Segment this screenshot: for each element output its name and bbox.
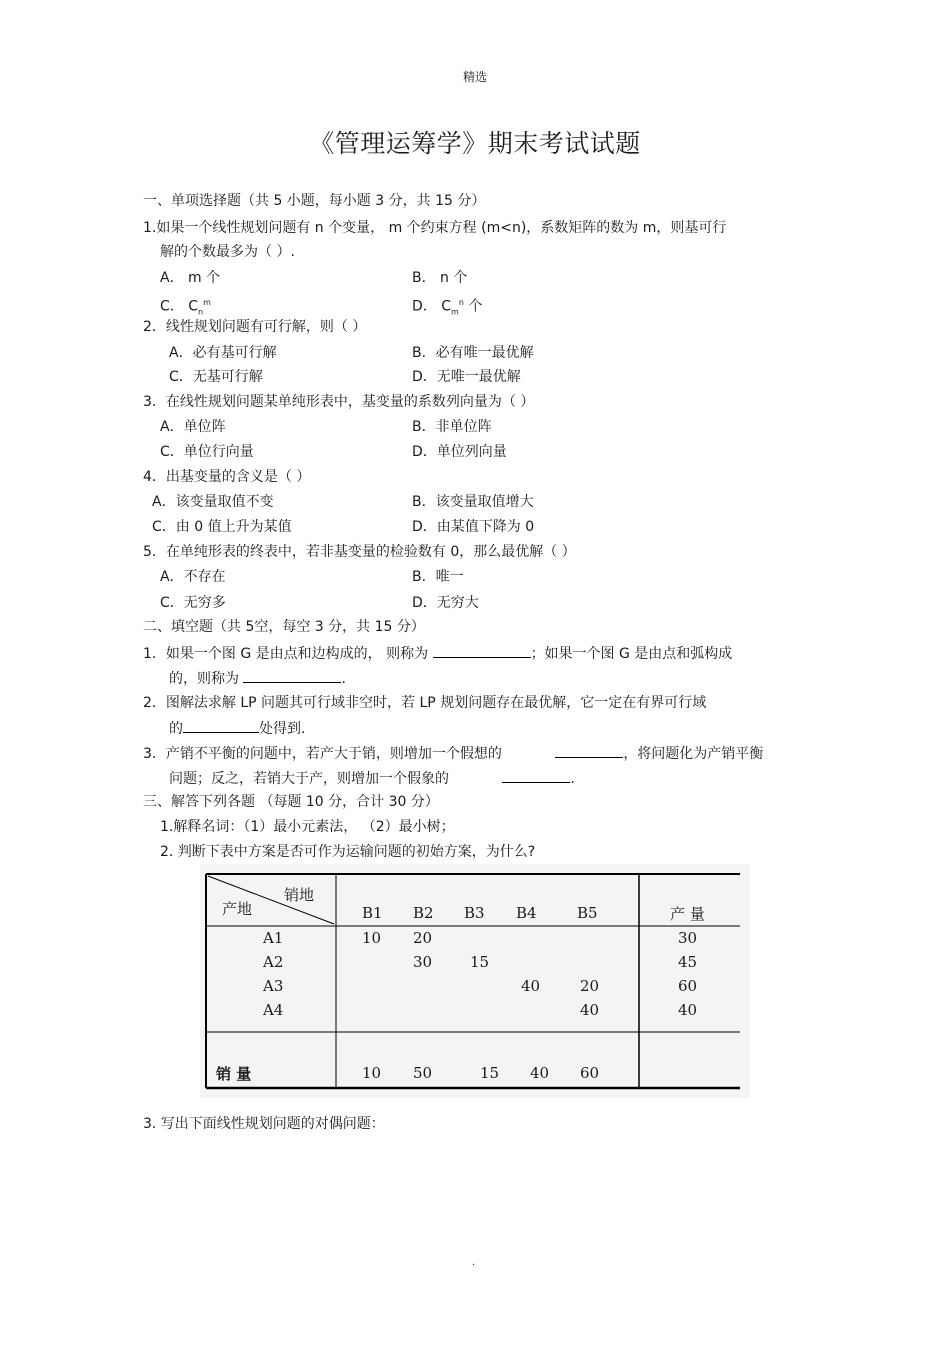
q1-stem-line1: 1.如果一个线性规划问题有 n 个变量， m 个约束方程 (m<n)，系数矩阵的数为 m，则基可行 [143,220,727,236]
table-cell: 20 [413,929,433,947]
table-cell: 15 [470,953,490,971]
page-title: 《管理运筹学》期末考试试题 [309,129,641,158]
q4-stem: 4．出基变量的含义是（ ） [143,469,311,485]
fill-q3-line2: 问题；反之，若销大于产，则增加一个假象的 . [169,768,575,788]
q1-option-c: C． $C_n^m$ [160,298,211,317]
q4-option-d: D．由某值下降为 0 [412,519,535,535]
q3-option-b: B．非单位阵 [412,419,492,435]
table-cell: 40 [521,977,541,995]
supply-cell: 30 [678,929,698,947]
q4-option-c: C．由 0 值上升为某值 [152,519,292,535]
fill-blank[interactable] [183,718,259,733]
q3-option-a: A．单位阵 [160,419,226,435]
corner-top-label: 销地 [284,886,315,904]
col-header: B2 [413,904,434,922]
supply-cell: 45 [678,953,698,971]
fill-blank[interactable] [243,668,341,683]
supply-cell: 40 [678,1001,698,1019]
demand-cell: 15 [480,1064,500,1082]
q5-option-c: C．无穷多 [160,595,226,611]
q1-option-a: A． m 个 [160,270,221,286]
fill-q2-line2: 的 处得到. [169,718,305,738]
fill-q2-line1: 2．图解法求解 LP 问题其可行域非空时，若 LP 规划问题存在最优解，它一定在有界可行域 [143,695,707,711]
col-header: B5 [577,904,598,922]
answer-q3: 3. 写出下面线性规划问题的对偶问题： [143,1116,385,1132]
q5-option-a: A．不存在 [160,569,226,585]
table-cell: 40 [580,1001,600,1019]
transport-table [200,864,750,1098]
q1-option-b: B． n 个 [412,270,468,286]
supply-header: 产 量 [670,905,705,923]
table-cell: 30 [413,953,433,971]
page-footer-mark: . [472,1257,476,1268]
q2-option-d: D．无唯一最优解 [412,369,521,385]
col-header: B1 [362,904,383,922]
q2-option-c: C．无基可行解 [169,369,263,385]
page-header: 精选 [462,70,487,84]
section-3-heading: 三、解答下列各题 （每题 10 分，合计 30 分） [143,794,439,810]
row-label: A3 [263,977,284,995]
q2-option-a: A．必有基可行解 [169,345,277,361]
fill-blank[interactable] [502,768,570,783]
demand-cell: 10 [362,1064,382,1082]
q5-option-b: B．唯一 [412,569,464,585]
table-cell: 20 [580,977,600,995]
q3-option-c: C．单位行向量 [160,444,254,460]
q4-option-b: B．该变量取值增大 [412,494,534,510]
q1-option-d: D． $C_m^n$ 个 [412,298,483,317]
fill-q1-line1: 1．如果一个图 G 是由点和边构成的， 则称为 ；如果一个图 G 是由点和弧构成 [143,643,732,663]
row-label: A2 [263,953,284,971]
fill-q3-line1: 3．产销不平衡的问题中，若产大于销，则增加一个假想的 ，将问题化为产销平衡 [143,743,763,763]
q3-stem: 3．在线性规划问题某单纯形表中，基变量的系数列向量为（ ） [143,394,535,410]
q2-stem: 2．线性规划问题有可行解，则（ ） [143,319,367,335]
demand-cell: 50 [413,1064,433,1082]
fill-q1-line2: 的，则称为 . [169,668,346,688]
q4-option-a: A．该变量取值不变 [152,494,274,510]
corner-bottom-label: 产地 [222,900,253,918]
demand-cell: 60 [580,1064,600,1082]
supply-cell: 60 [678,977,698,995]
col-header: B3 [464,904,485,922]
row-label: A4 [263,1001,284,1019]
demand-label: 销 量 [216,1065,252,1083]
q5-option-d: D．无穷大 [412,595,479,611]
q1-stem-line2: 解的个数最多为（ ）. [160,244,295,260]
table-cell: 10 [362,929,382,947]
fill-blank[interactable] [555,743,623,758]
fill-blank[interactable] [433,643,531,658]
answer-q1: 1.解释名词：（1）最小元素法， （2）最小树； [160,819,455,835]
col-header: B4 [516,904,537,922]
q3-option-d: D．单位列向量 [412,444,507,460]
row-label: A1 [263,929,284,947]
q2-option-b: B．必有唯一最优解 [412,345,534,361]
section-2-heading: 二、填空题（共 5空，每空 3 分，共 15 分） [143,619,425,635]
demand-cell: 40 [530,1064,550,1082]
section-1-heading: 一、单项选择题（共 5 小题，每小题 3 分，共 15 分） [143,193,486,209]
answer-q2: 2. 判断下表中方案是否可作为运输问题的初始方案，为什么? [160,844,536,860]
q5-stem: 5．在单纯形表的终表中，若非基变量的检验数有 0，那么最优解（ ） [143,544,576,560]
